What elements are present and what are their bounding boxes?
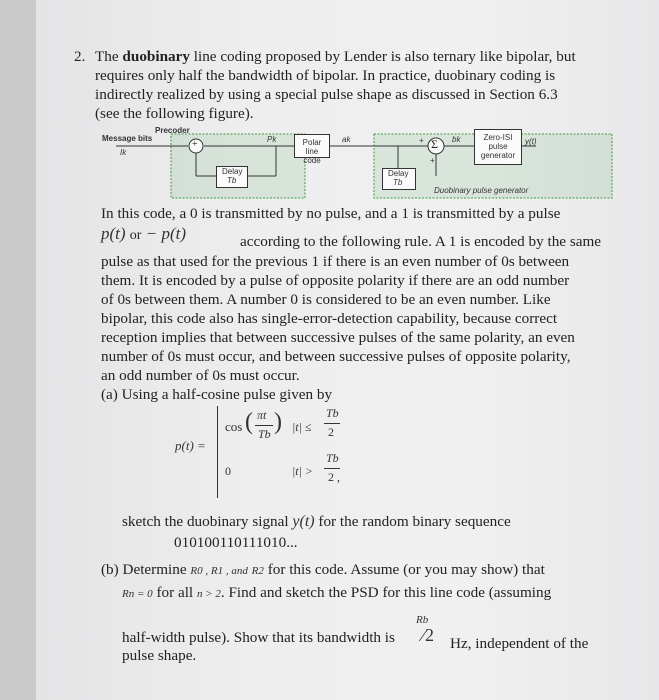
zero-isi-pulse-generator-block	[474, 129, 522, 165]
precoder-delay-label: Delay	[222, 167, 243, 176]
polar-line-code-label: Polar line code	[302, 138, 322, 165]
y-of-t: y(t)	[292, 513, 315, 530]
part-b-text-1: for this code. Assume (or you may show) that	[267, 561, 545, 578]
sketch-text-1: sketch the duobinary signal	[122, 513, 289, 530]
problem-line-2: requires only half the bandwidth of bipolar. In practice, duobinary coding is	[95, 67, 556, 84]
minus-p-of-t: − p(t)	[145, 224, 186, 243]
body-line-5: of 0s between them. A number 0 is considered to be an even number. Like	[101, 291, 551, 308]
duobinary-block-diagram	[102, 124, 636, 200]
cos-paren-right: )	[274, 409, 282, 435]
part-a-intro: (a) Using a half-cosine pulse given by	[101, 386, 333, 403]
problem-line-1: The duobinary line coding proposed by Lender is also ternary like bipolar, but	[95, 48, 576, 65]
n-condition: n > 2	[196, 588, 221, 600]
r-list: R0 , R1 , and	[190, 565, 248, 577]
condition-2: |t| >	[292, 464, 314, 478]
precoder-label: Precoder	[155, 126, 190, 135]
duobinary-delay-tb: Tb	[393, 178, 403, 187]
condition-1-num: Tb	[326, 406, 339, 420]
part-b-text-5: Hz, independent of the	[450, 635, 589, 652]
inline-math-line	[101, 224, 186, 244]
precoder-delay-tb: Tb	[227, 176, 237, 185]
precoder-delay-block	[216, 166, 248, 188]
part-b-text-2: for all	[156, 584, 194, 601]
cos-paren-left: (	[245, 409, 253, 435]
pk-label: Pk	[267, 135, 277, 144]
part-b-line-2	[122, 583, 551, 604]
sum-symbol: Σ	[431, 137, 438, 151]
rn-equals-zero: Rn = 0	[122, 588, 153, 600]
condition-1-den: 2	[328, 425, 334, 439]
body-line-9: an odd number of 0s must occur.	[101, 367, 300, 384]
part-b-line-1	[101, 560, 545, 581]
message-bits-symbol: Ik	[120, 148, 127, 157]
rb-symbol: Rb	[416, 614, 429, 626]
part-b-text-4: half-width pulse). Show that its bandwidth is	[122, 629, 395, 646]
condition-2-bar	[324, 468, 340, 469]
piecewise-lhs: p(t) =	[175, 438, 206, 453]
bk-label: bk	[452, 135, 461, 144]
cos-arg-num: πt	[257, 408, 267, 422]
condition-1-bar	[324, 423, 340, 424]
message-bits-label: Message bits	[102, 134, 153, 143]
cos-frac-bar	[255, 425, 273, 426]
sum-plus-top: +	[419, 136, 424, 145]
polar-line-code-block	[294, 134, 330, 165]
piecewise-brace	[217, 406, 218, 498]
part-b-text-3: . Find and sketch the PSD for this line code (assuming	[220, 584, 552, 601]
cos-arg-den: Tb	[258, 427, 271, 441]
problem-number: 2.	[74, 48, 86, 65]
part-b-text-6: pulse shape.	[122, 647, 197, 664]
sum-plus-bottom: +	[430, 156, 435, 165]
binary-sequence: 010100110111010...	[174, 534, 298, 551]
body-line-3: pulse as that used for the previous 1 if there is an even number of 0s between	[101, 253, 570, 270]
body-line-6: bipolar, this code also has single-error-detection capability, because correct	[101, 310, 558, 327]
duobinary-delay-label: Delay	[388, 169, 409, 178]
sketch-text-2: for the random binary sequence	[318, 513, 511, 530]
problem-line-3: indirectly realized by using a special pulse shape as discussed in Section 6.3	[95, 86, 558, 103]
body-line-8: number of 0s must occur, and between successive pulses of opposite polarity,	[101, 348, 571, 365]
output-label: y(t)	[525, 137, 537, 146]
part-b-line-3	[122, 628, 395, 647]
diagram-wires	[116, 124, 636, 200]
duobinary-term: duobinary	[122, 48, 190, 65]
sketch-text	[122, 512, 511, 531]
piecewise-zero: 0	[225, 464, 231, 478]
condition-1: |t| ≤	[292, 420, 312, 434]
body-line-1: In this code, a 0 is transmitted by no pulse, and a 1 is transmitted by a pulse	[101, 205, 561, 222]
document-page	[36, 0, 659, 700]
body-line-7: reception implies that between successive pulses of the same polarity, an even	[101, 329, 575, 346]
condition-2-den: 2 ,	[328, 470, 340, 484]
condition-2-num: Tb	[326, 451, 339, 465]
r2-symbol: R2	[251, 565, 264, 577]
or-word: or	[129, 228, 142, 243]
zero-isi-label: Zero-ISI pulse generator	[480, 133, 516, 160]
slash-two: ⁄2	[422, 625, 435, 645]
adder-plus: +	[192, 139, 198, 150]
determine-word: (b) Determine	[101, 561, 187, 578]
problem-line-4: (see the following figure).	[95, 105, 254, 122]
ak-label: ak	[342, 135, 351, 144]
body-line-2: according to the following rule. A 1 is encoded by the same	[240, 233, 602, 250]
duobinary-generator-label: Duobinary pulse generator	[434, 186, 529, 195]
cos-word: cos	[225, 419, 243, 434]
body-line-4: them. It is encoded by a pulse of opposite polarity if there are an odd number	[101, 272, 570, 289]
p-of-t: p(t)	[101, 224, 126, 243]
duobinary-delay-block	[382, 168, 416, 190]
